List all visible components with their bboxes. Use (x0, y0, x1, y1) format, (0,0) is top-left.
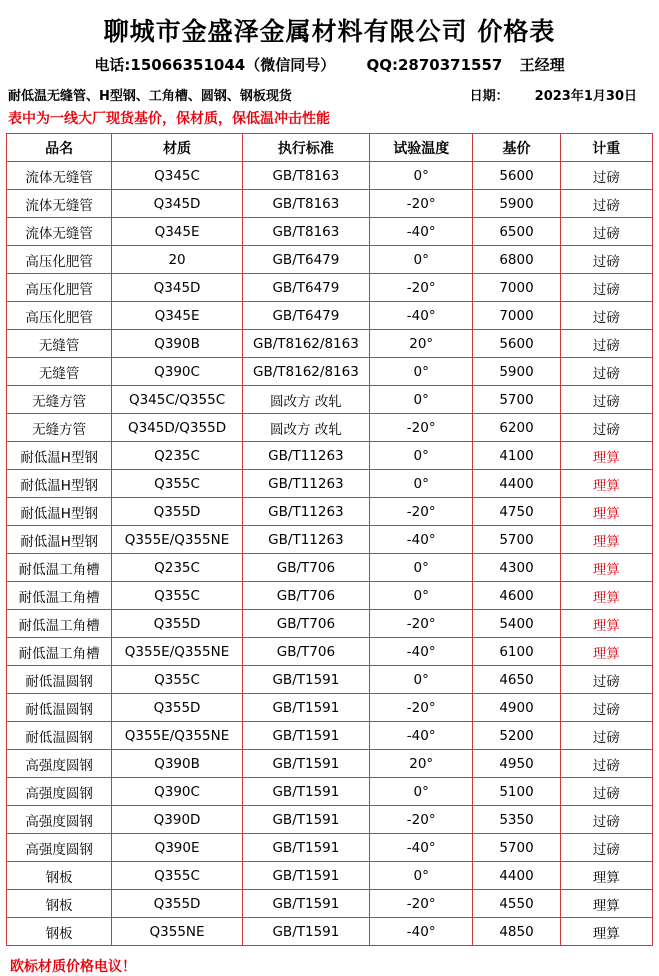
stock-and-date-line (6, 83, 653, 104)
date-block (470, 85, 651, 104)
cell-standard: GB/T6479 (242, 246, 369, 274)
cell-weighing: 过磅 (560, 806, 652, 834)
cell-product: 耐低温工角槽 (7, 638, 112, 666)
cell-standard: GB/T1591 (242, 834, 369, 862)
cell-standard: GB/T8163 (242, 218, 369, 246)
cell-standard: GB/T11263 (242, 442, 369, 470)
cell-test-temp: 0° (370, 246, 473, 274)
page-title: 聊城市金盛泽金属材料有限公司 价格表 (103, 17, 556, 46)
cell-product: 高压化肥管 (7, 246, 112, 274)
cell-standard: GB/T6479 (242, 274, 369, 302)
cell-weighing: 理算 (560, 470, 652, 498)
cell-product: 耐低温圆钢 (7, 722, 112, 750)
cell-test-temp: 0° (370, 386, 473, 414)
cell-base-price: 4650 (473, 666, 560, 694)
table-row (7, 414, 653, 442)
cell-material: Q355D (112, 498, 242, 526)
table-row (7, 190, 653, 218)
cell-standard: GB/T1591 (242, 890, 369, 918)
cell-material: Q390C (112, 358, 242, 386)
cell-material: 20 (112, 246, 242, 274)
cell-standard: GB/T8163 (242, 162, 369, 190)
cell-weighing: 过磅 (560, 274, 652, 302)
cell-standard: GB/T8163 (242, 190, 369, 218)
cell-base-price: 5600 (473, 330, 560, 358)
cell-material: Q355D (112, 610, 242, 638)
cell-test-temp: -20° (370, 890, 473, 918)
cell-standard: GB/T11263 (242, 470, 369, 498)
cell-material: Q345D (112, 274, 242, 302)
cell-product: 耐低温H型钢 (7, 470, 112, 498)
cell-base-price: 4950 (473, 750, 560, 778)
cell-weighing: 理算 (560, 554, 652, 582)
cell-material: Q235C (112, 442, 242, 470)
cell-product: 流体无缝管 (7, 190, 112, 218)
cell-weighing: 过磅 (560, 358, 652, 386)
table-row (7, 526, 653, 554)
cell-test-temp: -40° (370, 918, 473, 946)
cell-product: 无缝方管 (7, 414, 112, 442)
cell-product: 钢板 (7, 862, 112, 890)
cell-product: 高强度圆钢 (7, 806, 112, 834)
column-header-standard: 执行标准 (242, 134, 369, 162)
table-row (7, 162, 653, 190)
column-header-product: 品名 (7, 134, 112, 162)
cell-material: Q355D (112, 694, 242, 722)
cell-weighing: 理算 (560, 918, 652, 946)
cell-material: Q355NE (112, 918, 242, 946)
cell-weighing: 过磅 (560, 190, 652, 218)
cell-weighing: 过磅 (560, 246, 652, 274)
table-row (7, 470, 653, 498)
column-header-weighing: 计重 (560, 134, 652, 162)
table-row (7, 778, 653, 806)
cell-base-price: 5700 (473, 526, 560, 554)
cell-product: 耐低温圆钢 (7, 666, 112, 694)
cell-base-price: 4400 (473, 862, 560, 890)
cell-product: 高强度圆钢 (7, 778, 112, 806)
cell-standard: 圆改方 改轧 (242, 414, 369, 442)
table-row (7, 358, 653, 386)
cell-standard: GB/T1591 (242, 750, 369, 778)
cell-material: Q390C (112, 778, 242, 806)
cell-material: Q345C/Q355C (112, 386, 242, 414)
cell-product: 流体无缝管 (7, 218, 112, 246)
table-row (7, 330, 653, 358)
cell-weighing: 过磅 (560, 302, 652, 330)
cell-base-price: 5350 (473, 806, 560, 834)
cell-weighing: 过磅 (560, 778, 652, 806)
cell-test-temp: 0° (370, 358, 473, 386)
cell-material: Q390B (112, 750, 242, 778)
cell-standard: 圆改方 改轧 (242, 386, 369, 414)
table-row (7, 750, 653, 778)
date-value: 2023年1月30日 (534, 89, 637, 104)
cell-weighing: 过磅 (560, 666, 652, 694)
cell-base-price: 4850 (473, 918, 560, 946)
cell-material: Q345D (112, 190, 242, 218)
cell-standard: GB/T1591 (242, 862, 369, 890)
red-note: 表中为一线大厂现货基价，保材质，保低温冲击性能 (8, 111, 330, 127)
table-row (7, 442, 653, 470)
cell-standard: GB/T1591 (242, 694, 369, 722)
cell-test-temp: 0° (370, 442, 473, 470)
cell-test-temp: -40° (370, 722, 473, 750)
cell-test-temp: 0° (370, 666, 473, 694)
cell-base-price: 4600 (473, 582, 560, 610)
cell-product: 耐低温工角槽 (7, 554, 112, 582)
cell-weighing: 理算 (560, 582, 652, 610)
cell-base-price: 4400 (473, 470, 560, 498)
cell-test-temp: -20° (370, 498, 473, 526)
cell-base-price: 4750 (473, 498, 560, 526)
table-row (7, 834, 653, 862)
cell-weighing: 过磅 (560, 694, 652, 722)
cell-test-temp: -20° (370, 610, 473, 638)
cell-standard: GB/T11263 (242, 498, 369, 526)
cell-product: 高压化肥管 (7, 274, 112, 302)
cell-test-temp: 20° (370, 330, 473, 358)
cell-weighing: 过磅 (560, 750, 652, 778)
table-row (7, 246, 653, 274)
cell-product: 流体无缝管 (7, 162, 112, 190)
cell-material: Q355C (112, 666, 242, 694)
cell-test-temp: -20° (370, 190, 473, 218)
table-row (7, 666, 653, 694)
cell-standard: GB/T1591 (242, 666, 369, 694)
table-row (7, 638, 653, 666)
cell-base-price: 6500 (473, 218, 560, 246)
cell-product: 钢板 (7, 890, 112, 918)
table-row (7, 582, 653, 610)
table-row (7, 918, 653, 946)
cell-standard: GB/T1591 (242, 778, 369, 806)
table-row (7, 274, 653, 302)
cell-test-temp: -40° (370, 834, 473, 862)
cell-weighing: 理算 (560, 526, 652, 554)
table-row (7, 862, 653, 890)
cell-test-temp: 0° (370, 554, 473, 582)
cell-material: Q355E/Q355NE (112, 638, 242, 666)
cell-material: Q355D (112, 890, 242, 918)
cell-standard: GB/T11263 (242, 526, 369, 554)
footer-note: 欧标材质价格电议！ (10, 959, 136, 975)
cell-material: Q355C (112, 470, 242, 498)
cell-base-price: 4300 (473, 554, 560, 582)
cell-base-price: 4550 (473, 890, 560, 918)
table-header-row (7, 134, 653, 162)
cell-product: 耐低温H型钢 (7, 526, 112, 554)
cell-product: 耐低温H型钢 (7, 442, 112, 470)
cell-test-temp: 20° (370, 750, 473, 778)
cell-weighing: 过磅 (560, 218, 652, 246)
cell-test-temp: -40° (370, 526, 473, 554)
cell-base-price: 7000 (473, 302, 560, 330)
cell-material: Q345E (112, 302, 242, 330)
cell-test-temp: -40° (370, 218, 473, 246)
cell-base-price: 5700 (473, 386, 560, 414)
cell-weighing: 过磅 (560, 414, 652, 442)
cell-weighing: 理算 (560, 890, 652, 918)
cell-weighing: 理算 (560, 638, 652, 666)
cell-base-price: 6200 (473, 414, 560, 442)
column-header-test-temp: 试验温度 (370, 134, 473, 162)
cell-product: 耐低温工角槽 (7, 582, 112, 610)
cell-product: 耐低温H型钢 (7, 498, 112, 526)
cell-weighing: 过磅 (560, 162, 652, 190)
table-row (7, 890, 653, 918)
cell-standard: GB/T1591 (242, 722, 369, 750)
cell-product: 高强度圆钢 (7, 834, 112, 862)
table-row (7, 806, 653, 834)
cell-base-price: 4100 (473, 442, 560, 470)
cell-test-temp: 0° (370, 470, 473, 498)
phone-label: 电话:15066351044（微信同号） (94, 56, 336, 74)
table-row (7, 498, 653, 526)
cell-material: Q390E (112, 834, 242, 862)
manager-label: 王经理 (519, 56, 565, 74)
cell-product: 高压化肥管 (7, 302, 112, 330)
date-label: 日期： (469, 89, 509, 104)
cell-standard: GB/T706 (242, 610, 369, 638)
cell-material: Q345C (112, 162, 242, 190)
cell-material: Q355E/Q355NE (112, 722, 242, 750)
table-row (7, 722, 653, 750)
stock-note: 耐低温无缝管、H型钢、工角槽、圆钢、钢板现货 (8, 89, 292, 104)
cell-product: 无缝管 (7, 330, 112, 358)
cell-test-temp: -20° (370, 414, 473, 442)
cell-standard: GB/T8162/8163 (242, 358, 369, 386)
table-row (7, 554, 653, 582)
cell-material: Q390D (112, 806, 242, 834)
cell-base-price: 5700 (473, 834, 560, 862)
cell-standard: GB/T706 (242, 582, 369, 610)
cell-weighing: 过磅 (560, 834, 652, 862)
cell-standard: GB/T6479 (242, 302, 369, 330)
cell-test-temp: -20° (370, 274, 473, 302)
cell-standard: GB/T8162/8163 (242, 330, 369, 358)
cell-standard: GB/T706 (242, 554, 369, 582)
cell-product: 高强度圆钢 (7, 750, 112, 778)
table-row (7, 218, 653, 246)
cell-test-temp: -40° (370, 638, 473, 666)
cell-test-temp: -20° (370, 806, 473, 834)
cell-weighing: 过磅 (560, 386, 652, 414)
cell-base-price: 5400 (473, 610, 560, 638)
cell-product: 耐低温工角槽 (7, 610, 112, 638)
cell-product: 耐低温圆钢 (7, 694, 112, 722)
cell-weighing: 理算 (560, 610, 652, 638)
cell-product: 无缝管 (7, 358, 112, 386)
qq-label: QQ:2870371557 (366, 56, 503, 74)
cell-base-price: 6100 (473, 638, 560, 666)
cell-base-price: 6800 (473, 246, 560, 274)
cell-material: Q235C (112, 554, 242, 582)
contact-line (6, 54, 653, 83)
column-header-base-price: 基价 (473, 134, 560, 162)
cell-test-temp: 0° (370, 582, 473, 610)
cell-base-price: 5200 (473, 722, 560, 750)
table-row (7, 386, 653, 414)
cell-base-price: 5900 (473, 190, 560, 218)
table-row (7, 610, 653, 638)
price-table (6, 133, 653, 946)
cell-material: Q345D/Q355D (112, 414, 242, 442)
cell-weighing: 理算 (560, 442, 652, 470)
cell-weighing: 理算 (560, 498, 652, 526)
table-row (7, 694, 653, 722)
cell-weighing: 过磅 (560, 722, 652, 750)
cell-base-price: 5100 (473, 778, 560, 806)
cell-product: 钢板 (7, 918, 112, 946)
cell-weighing: 过磅 (560, 330, 652, 358)
cell-test-temp: -20° (370, 694, 473, 722)
cell-test-temp: 0° (370, 862, 473, 890)
table-row (7, 302, 653, 330)
cell-material: Q355C (112, 582, 242, 610)
cell-weighing: 理算 (560, 862, 652, 890)
cell-material: Q355C (112, 862, 242, 890)
cell-base-price: 7000 (473, 274, 560, 302)
cell-base-price: 5600 (473, 162, 560, 190)
column-header-material: 材质 (112, 134, 242, 162)
cell-product: 无缝方管 (7, 386, 112, 414)
cell-test-temp: 0° (370, 778, 473, 806)
cell-material: Q390B (112, 330, 242, 358)
cell-test-temp: 0° (370, 162, 473, 190)
cell-material: Q355E/Q355NE (112, 526, 242, 554)
cell-standard: GB/T706 (242, 638, 369, 666)
cell-test-temp: -40° (370, 302, 473, 330)
cell-standard: GB/T1591 (242, 806, 369, 834)
cell-material: Q345E (112, 218, 242, 246)
cell-standard: GB/T1591 (242, 918, 369, 946)
cell-base-price: 5900 (473, 358, 560, 386)
cell-base-price: 4900 (473, 694, 560, 722)
